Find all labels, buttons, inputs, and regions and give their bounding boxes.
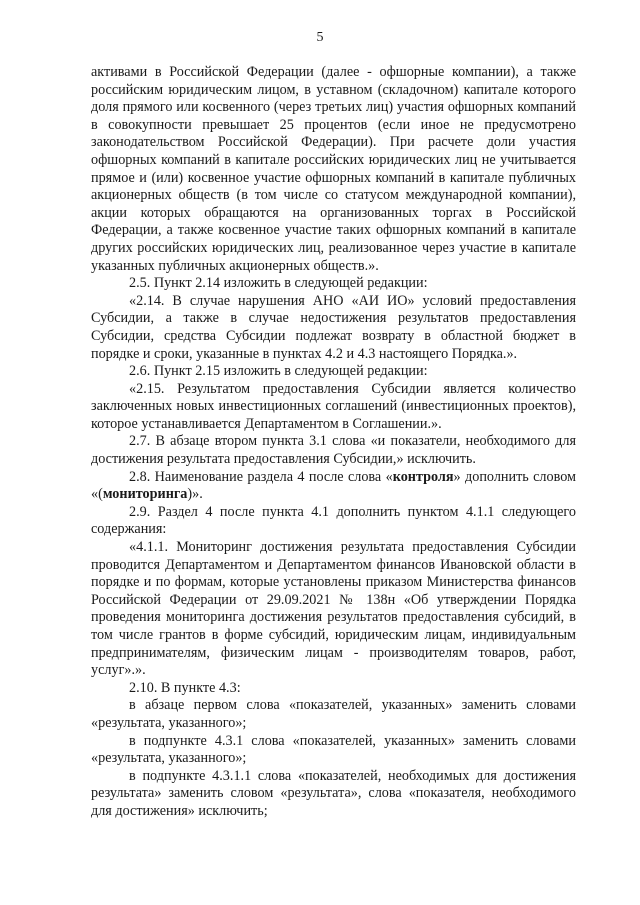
paragraph-offshore-definition: активами в Российской Федерации (далее - офшорные компании), а также российским юридическим лицом, в уставном (складочном) капитале которого доля прямого или косвенного (через третьих лиц) участия офшорных компаний в совокупности превышает 25 процентов (если иное не предусмотрено законодательством Российской Федерации). При расчете доли участия офшорных компаний в капитале российских юридических лиц не учитывается прямое и (или) косвенное участие офшорных компаний в капитале публичных акционерных обществ (в том числе со статусом международной компании), акции которых обращаются на организованных торгах в Российской Федерации, а также косвенное участие таких офшорных компаний в капитале других российских юридических лиц, реализованное через участие в капитале указанных публичных акционерных обществ.». (91, 64, 576, 274)
document-body (91, 64, 576, 821)
paragraph-4-3-first: в абзаце первом слова «показателей, указанных» заменить словами «результата, указанного»; (91, 697, 576, 731)
paragraph-2-8-part3: )». (187, 486, 203, 503)
paragraph-2-8-part1: 2.8. Наименование раздела 4 после слова « (129, 468, 393, 485)
page-number: 5 (316, 30, 324, 45)
paragraph-2-6: 2.6. Пункт 2.15 изложить в следующей редакции: (129, 363, 428, 380)
paragraph-4-1-1-text: «4.1.1. Мониторинг достижения результата предоставления Субсидии проводится Департаментом и Департаментом финансов Ивановской области в порядке и по формам, которые установлены приказом Министерства финансов Российской Федерации от 29.09.2021 № 138н «Об утверждении Порядка проведения мониторинга достижения результатов предоставления субсидий, в том числе грантов в форме субсидий, юридическим лицам, индивидуальным предпринимателям, физическим лицам - производителям товаров, работ, услуг».». (91, 539, 576, 679)
paragraph-4-3-1: в подпункте 4.3.1 слова «показателей, указанных» заменить словами «результата, указанного»; (91, 732, 576, 767)
bold-word-control: контроля (392, 468, 454, 485)
paragraph-2-7: 2.7. В абзаце втором пункта 3.1 слова «и показатели, необходимого для достижения результата предоставления Субсидии,» исключить. (91, 433, 576, 468)
paragraph-2-10: 2.10. В пункте 4.3: (129, 679, 241, 696)
paragraph-2-9: 2.9. Раздел 4 после пункта 4.1 дополнить пунктом 4.1.1 следующего содержания: (91, 503, 576, 538)
paragraph-4-3-1-1: в подпункте 4.3.1.1 слова «показателей, необходимых для достижения результата» заменить словом «результата», слова «показателя, необходимого для достижения» исключить; (91, 767, 576, 819)
paragraph-2-8 (91, 469, 576, 504)
paragraph-2-14-text: «2.14. В случае нарушения АНО «АИ ИО» условий предоставления Субсидии, а также в случае недостижения результатов предоставления Субсидии, средства Субсидии подлежат возврату в областной бюджет в порядке и сроки, указанные в пунктах 4.2 и 4.3 настоящего Порядка.». (91, 292, 576, 362)
paragraph-2-15-text: «2.15. Результатом предоставления Субсидии является количество заключенных новых инвестиционных соглашений (инвестиционных проектов), которое устанавливается Департаментом в Соглашении.». (91, 380, 576, 432)
paragraph-2-5: 2.5. Пункт 2.14 изложить в следующей редакции: (129, 275, 428, 292)
bold-word-monitoring: мониторинга (102, 486, 188, 503)
paragraph-2-8-part2: » дополнить словом «( (91, 468, 576, 503)
